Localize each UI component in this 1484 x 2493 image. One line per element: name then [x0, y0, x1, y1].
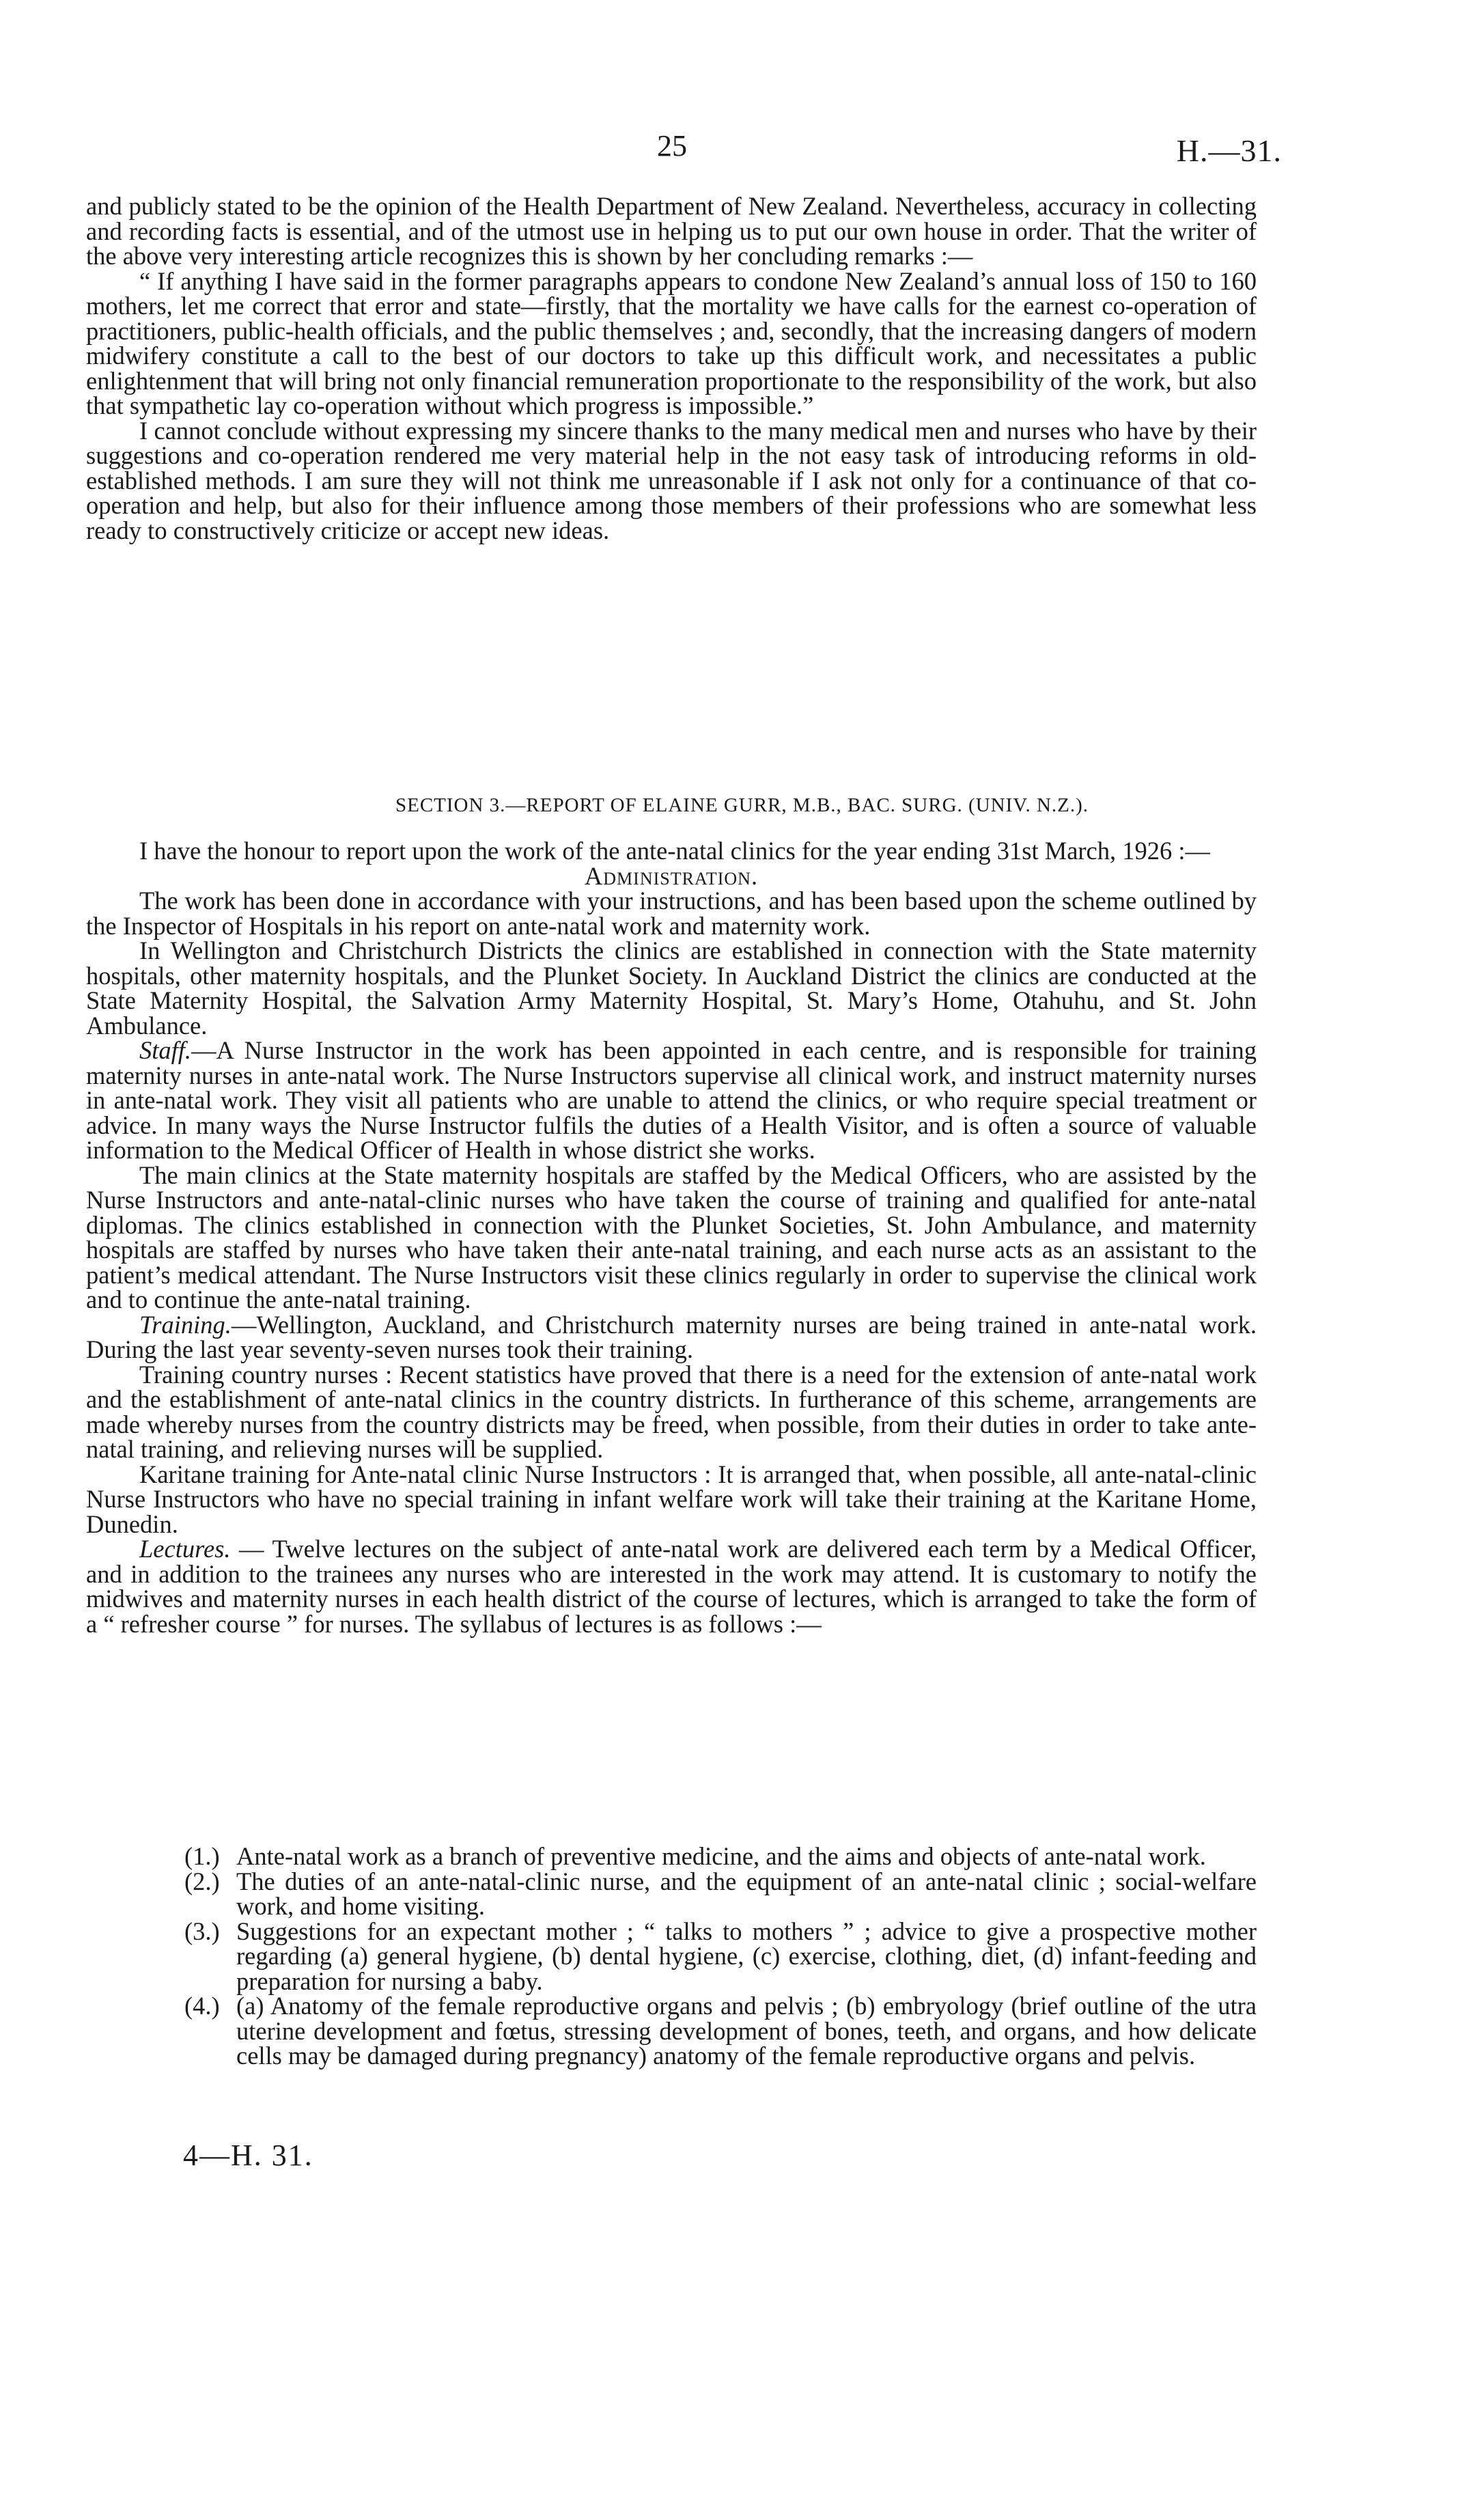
- signature-mark: 4—H. 31.: [183, 2139, 313, 2172]
- list-item-text: (a) Anatomy of the female reproductive organs and pelvis ; (b) embryology (brief outline of the utra uterine development and fœtus, stressing development of bones, teeth, and organs, and how delicate cells may be damaged during pregnancy) anatomy of the female reproductive organs and pelvis.: [236, 1992, 1257, 2070]
- paragraph: The work has been done in accordance with your instructions, and has been based upon the scheme outlined by the Inspector of Hospitals in his report on ante-natal work and maternity work.: [86, 887, 1257, 940]
- page-header: [0, 128, 1484, 176]
- lectures-paragraph: [86, 1537, 1257, 1637]
- staff-paragraph: [86, 1038, 1257, 1163]
- list-item-text: Suggestions for an expectant mother ; “ talks to mothers ” ; advice to give a prospective mother regarding (a) general hygiene, (b) dental hygiene, (c) exercise, clothing, diet, (d) infant-feeding and preparation for nursing a baby.: [236, 1917, 1257, 1995]
- list-item-text: Ante-natal work as a branch of preventive medicine, and the aims and objects of ante-natal work.: [236, 1842, 1206, 1870]
- lectures-label: Lectures.: [139, 1535, 231, 1563]
- paragraph: and publicly stated to be the opinion of the Health Department of New Zealand. Nevertheless, accuracy in collecting and recording facts is essential, and of the utmost use in helping us to put our own house in order. That the writer of the above very interesting article recognizes this is shown by her concluding remarks :—: [86, 192, 1257, 270]
- list-item-number: (1.): [184, 1842, 220, 1870]
- staff-text: —A Nurse Instructor in the work has been appointed in each centre, and is responsible for training maternity nurses in ante-natal work. The Nurse Instructors supervise all clinical work, and instruct maternity nurses in ante-natal work. They visit all patients who are unable to attend the clinics, or who require special treatment or advice. In many ways the Nurse Instructor fulfils the duties of a Health Visitor, and is often a source of valuable information to the Medical Officer of Health in whose district she works.: [86, 1036, 1257, 1164]
- administration-heading: Administration.: [584, 861, 759, 890]
- list-item-number: (2.): [184, 1867, 220, 1895]
- staff-label: Staff.: [139, 1036, 192, 1064]
- page-number: 25: [657, 129, 687, 163]
- list-item-text: The duties of an ante-natal-clinic nurse, and the equipment of an ante-natal clinic ; social-welfare work, and home visiting.: [236, 1867, 1257, 1920]
- list-item: [86, 1994, 1257, 2069]
- training-label: Training.: [139, 1310, 232, 1339]
- intro-paragraph: I have the honour to report upon the work of the ante-natal clinics for the year ending 31st March, 1926 :—: [139, 837, 1211, 865]
- paragraph: The main clinics at the State maternity hospitals are staffed by the Medical Officers, who are assisted by the Nurse Instructors and ante-natal-clinic nurses who have taken the course of training and qualified for ante-natal diplomas. The clinics established in connection with the Plunket Societies, St. John Ambulance, and maternity hospitals are staffed by nurses who have taken their ante-natal training, and each nurse acts as an assistant to the patient’s medical attendant. The Nurse Instructors visit these clinics regularly in order to supervise the clinical work and to continue the ante-natal training.: [86, 1160, 1257, 1313]
- quoted-paragraph: “ If anything I have said in the former paragraphs appears to condone New Zealand’s annual loss of 150 to 160 mothers, let me correct that error and state—firstly, that the mortality we have calls for the earnest co-operation of practitioners, public-health officials, and the public themselves ; and, secondly, that the increasing dangers of modern midwifery constitute a call to the best of our doctors to take up this difficult work, and necessitates a public enlightenment that will bring not only financial remuneration proportionate to the responsibility of the work, but also that sympathetic lay co-operation without which progress is impossible.”: [86, 266, 1257, 419]
- list-item-number: (3.): [184, 1917, 220, 1945]
- training-text: —Wellington, Auckland, and Christchurch maternity nurses are being trained in ante-natal work. During the last year seventy-seven nurses took their training.: [86, 1310, 1257, 1363]
- top-text-block: [86, 194, 1257, 543]
- list-item: [86, 1919, 1257, 1994]
- syllabus-list: [86, 1844, 1257, 2069]
- paragraph: Karitane training for Ante-natal clinic Nurse Instructors : It is arranged that, when possible, all ante-natal-clinic Nurse Instructors who have no special training in infant welfare work will take their training at the Karitane Home, Dunedin.: [86, 1460, 1257, 1538]
- paragraph: Training country nurses : Recent statistics have proved that there is a need for the extension of ante-natal work and the establishment of ante-natal clinics in the country districts. In furtherance of this scheme, arrangements are made whereby nurses from the country districts may be freed, when possible, from their duties in order to take ante-natal training, and relieving nurses will be supplied.: [86, 1360, 1257, 1463]
- training-paragraph: [86, 1310, 1257, 1363]
- lectures-text: — Twelve lectures on the subject of ante-natal work are delivered each term by a Medical Officer, and in addition to the trainees any nurses who are interested in the work may attend. It is customary to notify the midwives and maternity nurses in each health district of the course of lectures, which is arranged to take the form of a “ refresher course ” for nurses. The syllabus of lectures is as follows :—: [86, 1535, 1257, 1638]
- report-body: [86, 839, 1257, 1637]
- list-item: [86, 1869, 1257, 1919]
- document-reference: H.—31.: [1176, 133, 1282, 168]
- list-item: [86, 1844, 1257, 1869]
- list-item-number: (4.): [184, 1992, 220, 2020]
- paragraph: In Wellington and Christchurch Districts the clinics are established in connection with the State maternity hospitals, other maternity hospitals, and the Plunket Society. In Auckland District the clinics are conducted at the State Maternity Hospital, the Salvation Army Maternity Hospital, St. Mary’s Home, Otahuhu, and St. John Ambulance.: [86, 936, 1257, 1040]
- paragraph: I cannot conclude without expressing my sincere thanks to the many medical men and nurses who have by their suggestions and co-operation rendered me very material help in the not easy task of introducing reforms in old-established methods. I am sure they will not think me unreasonable if I ask not only for a continuance of that co-operation and help, but also for their influence among those members of their professions who are somewhat less ready to constructively criticize or accept new ideas.: [86, 416, 1257, 544]
- section-title: SECTION 3.—REPORT OF ELAINE GURR, M.B., BAC. SURG. (UNIV. N.Z.).: [395, 794, 1089, 816]
